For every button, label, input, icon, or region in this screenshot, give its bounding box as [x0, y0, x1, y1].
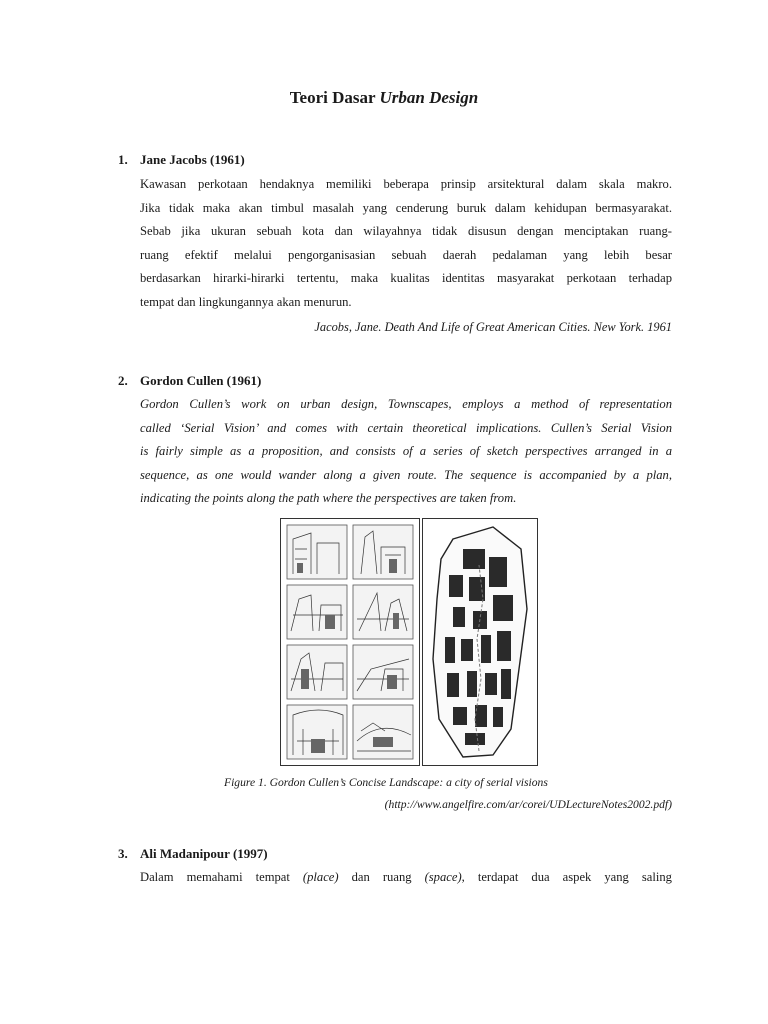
route-plan-map-image: [422, 518, 538, 766]
section-2-heading: [118, 373, 261, 389]
paragraph-line: Jika tidak maka akan timbul masalah yang cenderung buruk dalam kehidupan bermasyarakat.: [140, 200, 672, 215]
figure-caption: Figure 1. Gordon Cullen’s Concise Landscape: a city of serial visions: [224, 776, 548, 789]
paragraph-line: sequence, as one would wander along a given route. The sequence is accompanied by a plan,: [140, 467, 672, 482]
section-2-title: Gordon Cullen (1961): [140, 373, 262, 388]
paragraph-line: Sebab jika ukuran sebuah kota dan wilayahnya tidak disusun dengan menciptakan ruang-: [140, 224, 672, 238]
paragraph-line: Kawasan perkotaan hendaknya memiliki beberapa prinsip arsitektural dalam skala makro.: [140, 177, 672, 191]
figure-source-link: (http://www.angelfire.com/ar/corei/UDLectureNotes2002.pdf): [384, 798, 672, 811]
text-run-space: (space): [424, 870, 462, 884]
sketches-svg: [281, 519, 419, 765]
paragraph-line: indicating the points along the path where the perspectives are taken from.: [140, 491, 517, 505]
paragraph-line: is fairly simple as a proposition, and consists of a series of sketch perspectives arranged in a: [140, 444, 672, 458]
paragraph-line: ruang efektif melalui pengorganisasian sebuah daerah pedalaman yang lebih besar: [140, 247, 672, 262]
section-3-number: 3.: [118, 846, 128, 861]
text-run: Dalam memahami tempat: [140, 870, 303, 884]
section-3-heading: [118, 846, 268, 862]
serial-vision-sketches-image: [280, 518, 420, 766]
section-1-paragraph: [140, 173, 672, 314]
section-3-title: Ali Madanipour (1997): [140, 846, 268, 861]
section-1-heading: [118, 152, 245, 168]
title-italic: Urban Design: [379, 88, 479, 107]
section-1-citation: Jacobs, Jane. Death And Life of Great American Cities. New York. 1961: [314, 320, 672, 334]
section-1-title: Jane Jacobs (1961): [140, 152, 245, 167]
section-2-number: 2.: [118, 373, 128, 388]
paragraph-line: [140, 866, 672, 890]
text-run: dan ruang: [338, 870, 425, 884]
section-3-paragraph: [140, 866, 672, 890]
title-main: Teori Dasar: [289, 88, 376, 107]
page-title: [0, 88, 768, 108]
section-1-number: 1.: [118, 152, 128, 167]
paragraph-line: called ‘Serial Vision’ and comes with certain theoretical implications. Cullen’s Serial Vision: [140, 420, 672, 435]
plan-svg: [423, 519, 537, 765]
paragraph-line: berdasarkan hirarki-hirarki tertentu, maka kualitas identitas masyarakat perkotaan terhadap: [140, 271, 672, 285]
section-2-paragraph: [140, 393, 672, 511]
text-run-place: (place): [302, 870, 339, 884]
paragraph-line: tempat dan lingkungannya akan menurun.: [140, 294, 352, 309]
text-run: , terdapat dua aspek yang saling: [461, 870, 672, 884]
paragraph-line: Gordon Cullen’s work on urban design, Townscapes, employs a method of representation: [140, 397, 672, 411]
